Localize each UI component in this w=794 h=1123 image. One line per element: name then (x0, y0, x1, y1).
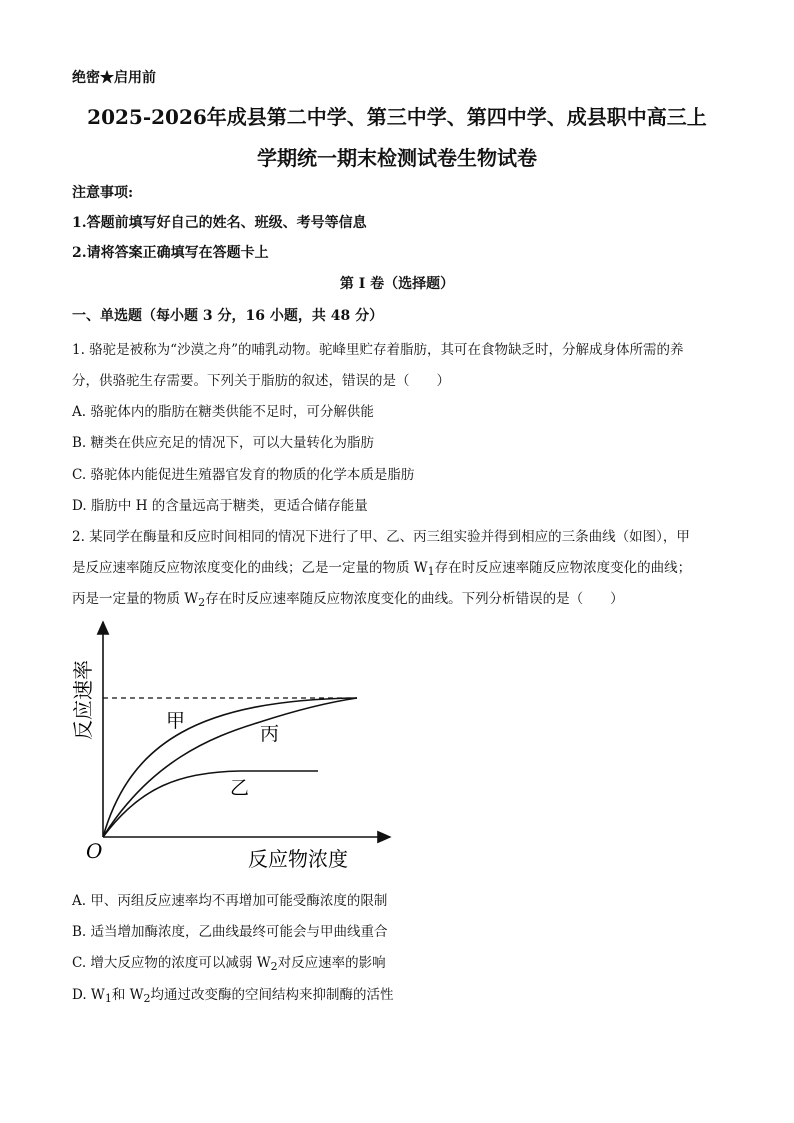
part-title: 第 I 卷（选择题） (339, 276, 455, 292)
exam-title-line2: 学期统一期末检测试卷生物试卷 (257, 146, 537, 170)
q1-stem-line1: 1. 骆驼是被称为“沙漠之舟”的哺乳动物。驼峰里贮存着脂肪，其可在食物缺乏时，分解成身体所需的养 (72, 342, 684, 358)
origin-label: O (86, 839, 103, 863)
q2-stem-line2: 是反应速率随反应物浓度变化的曲线；乙是一定量的物质 $W_1$存在时反应速率随反应物浓度变化的曲线； (72, 560, 692, 578)
q1-option-c: C. 骆驼体内能促进生殖器官发育的物质的化学本质是脂肪 (72, 467, 415, 483)
reaction-rate-chart (60, 612, 400, 874)
confidential-label: 绝密★启用前 (72, 70, 156, 86)
curve-yi (103, 771, 318, 837)
section-heading: 一、单选题（每小题 3 分，16 小题，共 48 分） (72, 308, 384, 324)
q1-option-a: A. 骆驼体内的脂肪在糖类供能不足时，可分解供能 (72, 404, 374, 420)
q2-option-c: C. 增大反应物的浓度可以减弱 $W_2$对反应速率的影响 (72, 955, 386, 973)
note-item-2: 2.请将答案正确填写在答题卡上 (72, 245, 269, 261)
q2-option-d: D. $W_1$和 $W_2$均通过改变酶的空间结构来抑制酶的活性 (72, 987, 394, 1005)
curve-jia (103, 698, 357, 837)
y-axis-label: 反应速率 (71, 660, 95, 740)
exam-title-line1: 2025-2026年成县第二中学、第三中学、第四中学、成县职中高三上 (87, 105, 707, 129)
x-axis-label: 反应物浓度 (248, 847, 348, 871)
label-bing: 丙 (260, 723, 280, 745)
q1-option-d: D. 脂肪中 H 的含量远高于糖类，更适合储存能量 (72, 498, 368, 514)
q2-stem-line1: 2. 某同学在酶量和反应时间相同的情况下进行了甲、乙、丙三组实验并得到相应的三条曲线（如图），甲 (72, 529, 690, 545)
curve-bing (103, 698, 357, 837)
q2-option-a: A. 甲、丙组反应速率均不再增加可能受酶浓度的限制 (72, 893, 388, 909)
note-item-1: 1.答题前填写好自己的姓名、班级、考号等信息 (72, 215, 367, 231)
label-yi: 乙 (230, 777, 250, 799)
q1-option-b: B. 糖类在供应充足的情况下，可以大量转化为脂肪 (72, 435, 375, 451)
q2-option-b: B. 适当增加酶浓度，乙曲线最终可能会与甲曲线重合 (72, 924, 388, 940)
notes-heading: 注意事项: (72, 185, 134, 201)
q2-stem-line3: 丙是一定量的物质 $W_2$存在时反应速率随反应物浓度变化的曲线。下列分析错误的是（ ） (72, 591, 624, 609)
label-jia: 甲 (166, 710, 186, 732)
q1-stem-line2: 分，供骆驼生存需要。下列关于脂肪的叙述，错误的是（ ） (72, 373, 450, 389)
